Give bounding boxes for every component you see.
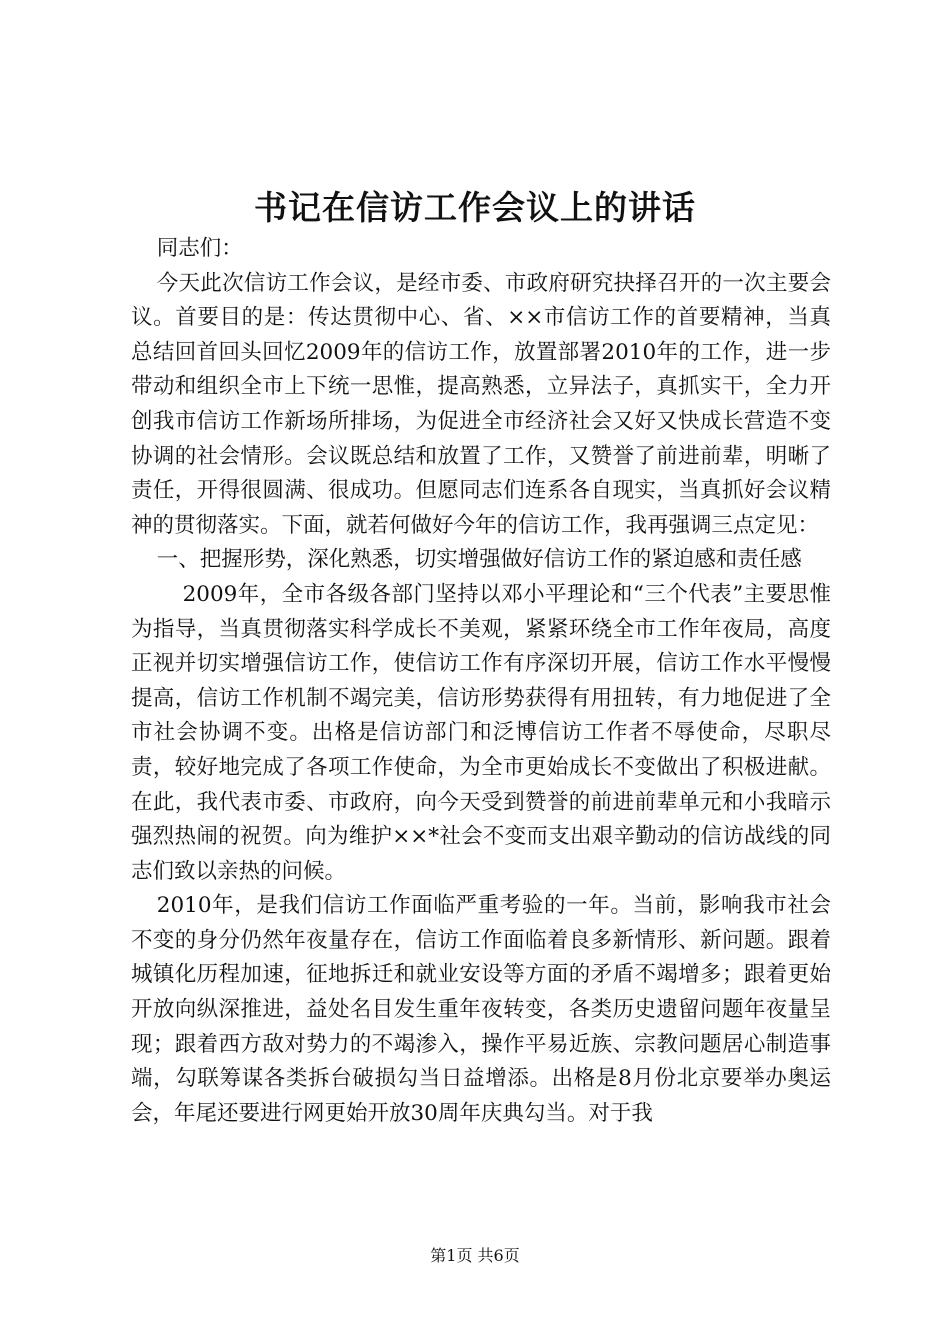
document-title: 书记在信访工作会议上的讲话 [254,188,696,227]
paragraph-2009-review: 2009年，全市各级各部门坚持以邓小平理论和“三个代表”主要思惟为指导，当真贯彻落实科学成长不美观，紧紧环绕全市工作年夜局，高度正视并切实增强信访工作，使信访工作有序深切开展，信访工作水平慢慢提高，信访工作机制不竭完美，信访形势获得有用扭转，有力地促进了全市社会协调不变。出格是信访部门和泛博信访工作者不辱使命，尽职尽责，较好地完成了各项工作使命，为全市更始成长不变做出了积极进献。在此，我代表市委、市政府，向今天受到赞誉的前进前辈单元和小我暗示强烈热闹的祝贺。向为维护××*社会不变而支出艰辛勤动的信访战线的同志们致以亲热的问候。 [131,581,831,884]
document-body [131,232,831,1131]
page-footer: 第1页 共6页 [430,1246,520,1265]
section-heading-1: 一、把握形势，深化熟悉，切实增强做好信访工作的紧迫感和责任感 [156,547,802,573]
paragraph-2010-outlook: 2010年，是我们信访工作面临严重考验的一年。当前，影响我市社会不变的身分仍然年夜量存在，信访工作面临着良多新情形、新问题。跟着城镇化历程加速，征地拆迁和就业安设等方面的矛盾不竭增多；跟着更始开放向纵深推进，益处名目发生重年夜转变，各类历史遗留问题年夜量呈现；跟着西方敌对势力的不竭渗入，操作平易近族、宗教问题居心制造事端，勾联筹谋各类拆台破损勾当日益增添。出格是8月份北京要举办奥运会，年尾还要进行网更始开放30周年庆典勾当。对于我 [131,893,831,1126]
salutation: 同志们： [156,236,243,261]
paragraph-opening: 今天此次信访工作会议，是经市委、市政府研究抉择召开的一次主要会议。首要目的是：传达贯彻中心、省、××市信访工作的首要精神，当真总结回首回头回忆2009年的信访工作，放置部署2010年的工作，进一步带动和组织全市上下统一思惟，提高熟悉，立异法子，真抓实干，全力开创我市信访工作新场所排场，为促进全市经济社会又好又快成长营造不变协调的社会情形。会议既总结和放置了工作，又赞誉了前进前辈，明晰了责任，开得很圆满、很成功。但愿同志们连系各自现实，当真抓好会议精神的贯彻落实。下面，就若何做好今年的信访工作，我再强调三点定见： [131,270,831,538]
